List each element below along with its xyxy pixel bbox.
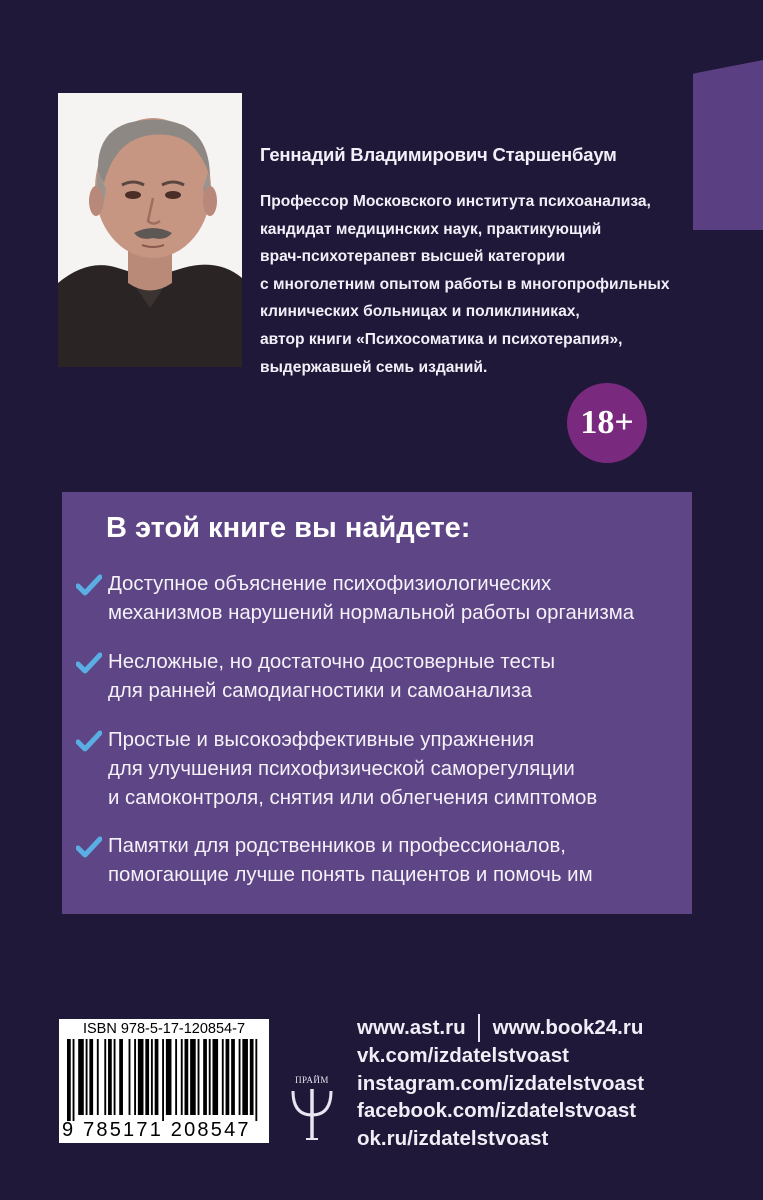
link-ast[interactable]: www.ast.ru (357, 1016, 466, 1040)
barcode-bar (242, 1039, 248, 1115)
barcode-bar (138, 1039, 144, 1115)
barcode-bar (162, 1039, 164, 1121)
barcode-bar (151, 1039, 153, 1115)
barcode-bar (185, 1039, 189, 1115)
barcode-bar (114, 1039, 116, 1115)
barcode-bar (86, 1039, 88, 1115)
barcode-bar (145, 1039, 149, 1115)
barcode-bar (97, 1039, 99, 1115)
bio-line: кандидат медицинских наук, практикующий (260, 220, 602, 238)
barcode-digits: 9 785171 208547 (62, 1119, 251, 1141)
psi-logo-icon (287, 1085, 337, 1141)
barcode-bar (226, 1039, 230, 1115)
barcode-bar (89, 1039, 93, 1115)
barcode-bar (209, 1039, 211, 1115)
feature-line: Простые и высокоэффективные упражнения (108, 729, 535, 751)
barcode-bar (198, 1039, 200, 1115)
barcode-bar (250, 1039, 254, 1115)
bio-line: врач-психотерапевт высшей категории (260, 248, 566, 266)
barcode-bar (203, 1039, 207, 1115)
isbn-text: ISBN 978-5-17-120854-7 (82, 1021, 246, 1037)
bio-line: клинических больницах и поликлиниках, (260, 303, 580, 321)
barcode-bar (155, 1039, 159, 1115)
link-vk[interactable]: vk.com/izdatelstvoast (357, 1044, 569, 1067)
feature-line: и самоконтроля, снятия или облегчения симптомов (108, 787, 598, 809)
feature-line: механизмов нарушений нормальной работы организма (108, 602, 635, 624)
bio-line: Профессор Московского института психоанализа, (260, 193, 651, 210)
age-rating-badge: 18+ (567, 383, 647, 463)
barcode-bar (175, 1039, 177, 1115)
barcode-bar (190, 1039, 196, 1115)
barcode-bar (129, 1039, 131, 1115)
feature-line: Несложные, но достаточно достоверные тесты (108, 651, 556, 673)
checkmark-icon (76, 836, 102, 858)
publisher-links (357, 1014, 644, 1153)
barcode-bar (231, 1039, 235, 1115)
link-ok[interactable]: ok.ru/izdatelstvoast (357, 1127, 549, 1151)
bio-line: выдержавшей семь изданий. (260, 358, 488, 376)
features-title: В этой книге вы найдете: (106, 512, 471, 544)
barcode-bars (67, 1039, 261, 1121)
barcode-bar (181, 1039, 183, 1115)
features-panel (62, 492, 692, 914)
author-bio (260, 188, 700, 381)
feature-line: помогающие лучше понять пациентов и помочь им (108, 864, 593, 886)
checkmark-icon (76, 574, 102, 596)
barcode-bar (213, 1039, 219, 1115)
feature-line: для улучшения психофизической саморегуляции (108, 758, 575, 780)
barcode-bar (119, 1039, 123, 1115)
link-facebook[interactable]: facebook.com/izdatelstvoast (357, 1099, 637, 1123)
author-photo (58, 93, 242, 367)
barcode-bar (166, 1039, 172, 1115)
author-name: Геннадий Владимирович Старшенбаум (260, 144, 617, 165)
bio-line: с многолетним опытом работы в многопрофильных (260, 275, 670, 293)
publisher-label: ПРАЙМ (295, 1075, 329, 1085)
decorative-tab (693, 60, 763, 230)
link-instagram[interactable]: instagram.com/izdatelstvoast (357, 1071, 645, 1095)
barcode-bar (73, 1039, 75, 1121)
barcode-bar (255, 1039, 257, 1121)
barcode (59, 1019, 269, 1143)
barcode-bar (104, 1039, 106, 1115)
publisher-logo (287, 1075, 337, 1145)
link-separator (478, 1014, 480, 1042)
barcode-bar (222, 1039, 224, 1115)
barcode-bar (67, 1039, 71, 1121)
feature-line: для ранней самодиагностики и самоанализа (108, 680, 532, 702)
barcode-bar (108, 1039, 112, 1115)
feature-line: Памятки для родственников и профессионалов, (108, 835, 566, 857)
feature-line: Доступное объяснение психофизиологических (108, 573, 552, 595)
barcode-bar (78, 1039, 84, 1115)
barcode-bar (239, 1039, 241, 1115)
checkmark-icon (76, 730, 102, 752)
barcode-bar (134, 1039, 136, 1115)
bio-line: автор книги «Психосоматика и психотерапия», (260, 330, 623, 348)
checkmark-icon (76, 652, 102, 674)
link-book24[interactable]: www.book24.ru (492, 1016, 644, 1040)
